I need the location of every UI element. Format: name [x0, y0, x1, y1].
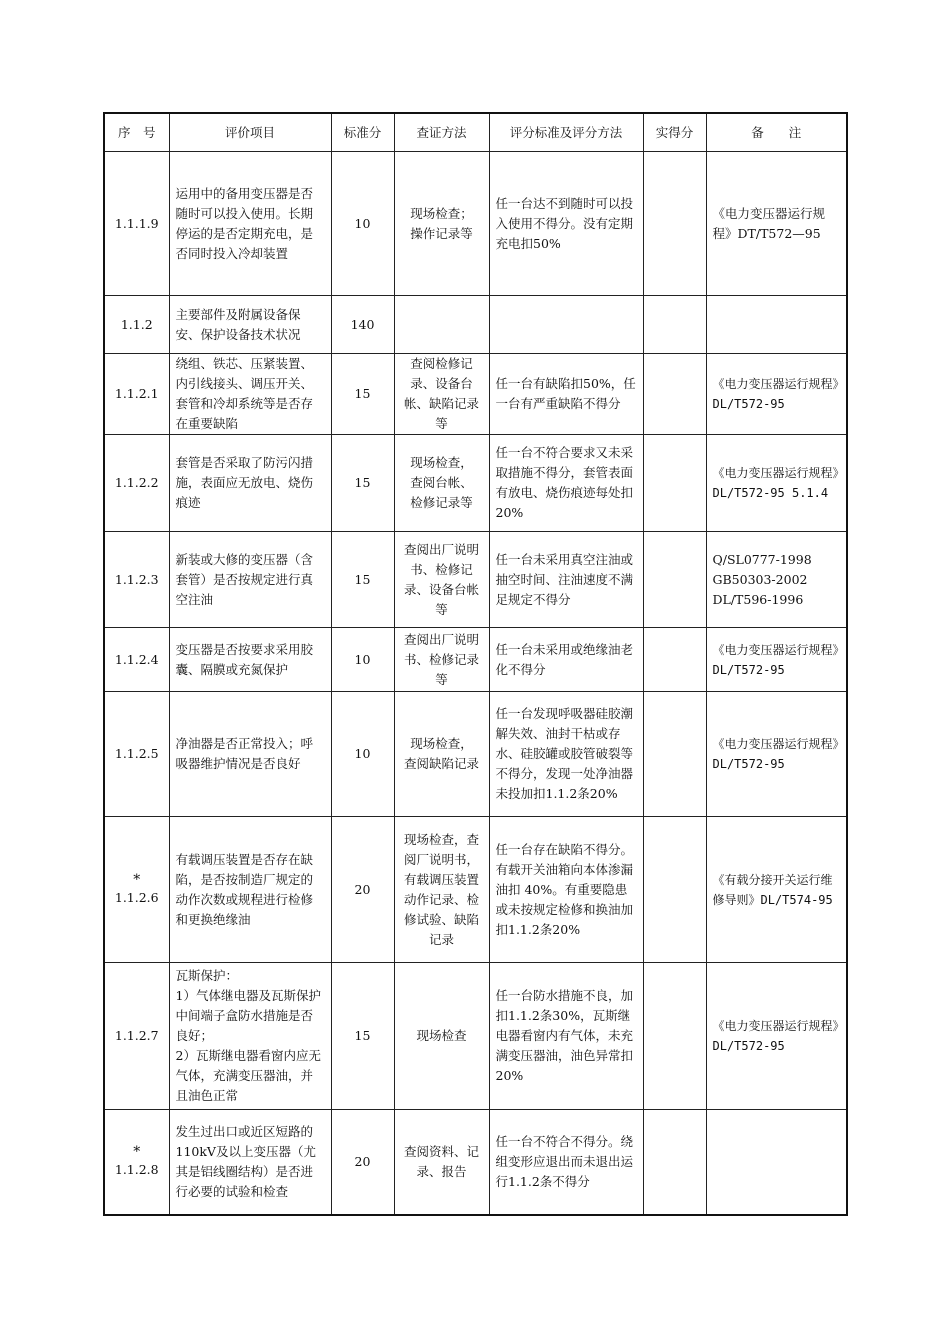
row-evaluation-item-text: 新装或大修的变压器（含套管）是否按规定进行真空注油: [175, 551, 314, 607]
row-standard-score: [331, 692, 394, 817]
row-verification-method-text: 查阅出厂说明书、检修记录、设备台帐等: [403, 541, 479, 617]
row-remarks: [706, 354, 847, 435]
row-evaluation-item: [169, 1110, 331, 1215]
row-serial-no: [104, 1110, 169, 1215]
row-remarks-text: 《电力变压器运行规程》DL/T572-95: [712, 642, 839, 677]
row-serial-no-text: 1.1.2.3: [114, 571, 159, 587]
row-verification-method: [394, 296, 489, 354]
row-actual-score: [643, 152, 706, 296]
row-serial-no-text: 1.1.2: [120, 316, 153, 332]
row-scoring-criteria-text: 任一台发现呼吸器硅胶潮解失效、油封干枯或存水、硅胶罐或胶管破裂等不得分，发现一处净油器未投加扣1.1.2条20%: [495, 706, 634, 801]
row-verification-method: [394, 963, 489, 1110]
row-serial-no: [104, 296, 169, 354]
table-header-row: [104, 113, 847, 152]
row-serial-no-text: 1.1.2.7: [114, 1028, 159, 1043]
header-scoring-criteria: 评分标准及评分方法: [489, 113, 643, 152]
row-standard-score: [331, 152, 394, 296]
row-serial-no-text: 1.1.1.9: [114, 215, 159, 231]
row-remarks-text: 《有载分接开关运行维修导则》DL/T574-95: [712, 872, 833, 907]
row-standard-score-text: 10: [354, 746, 371, 761]
row-evaluation-item: [169, 692, 331, 817]
row-verification-method: [394, 152, 489, 296]
row-verification-method: [394, 354, 489, 435]
row-serial-no: [104, 963, 169, 1110]
row-serial-no-text: 1.1.2.2: [114, 475, 159, 490]
row-scoring-criteria-text: 任一台达不到随时可以投入使用不得分。没有定期充电扣50%: [495, 195, 634, 251]
row-scoring-criteria-text: 任一台防水措施不良，加扣1.1.2条30%，瓦斯继电器看窗内有气体，未充满变压器油，油色异常扣20%: [495, 988, 634, 1083]
row-standard-score: [331, 817, 394, 963]
evaluation-table: [103, 112, 848, 1216]
row-evaluation-item: [169, 817, 331, 963]
table-row: [104, 817, 847, 963]
row-serial-no: [104, 435, 169, 532]
row-evaluation-item-text: 主要部件及附属设备保安、保护设备技术状况: [175, 306, 301, 342]
row-actual-score: [643, 692, 706, 817]
table-row: [104, 532, 847, 628]
header-remarks: 备 注: [706, 113, 847, 152]
table-row: [104, 296, 847, 354]
row-evaluation-item-text: 绕组、铁芯、压紧装置、内引线接头、调压开关、套管和冷却系统等是否存在重要缺陷: [175, 356, 314, 431]
row-remarks: [706, 152, 847, 296]
row-serial-no: [104, 628, 169, 692]
row-standard-score-text: 15: [354, 571, 371, 587]
row-serial-no-text: 1.1.2.6: [114, 889, 159, 905]
row-serial-no-text: 1.1.2.8: [114, 1161, 159, 1177]
row-scoring-criteria: [489, 817, 643, 963]
row-standard-score: [331, 435, 394, 532]
row-scoring-criteria: [489, 152, 643, 296]
row-standard-score-text: 15: [354, 1028, 371, 1043]
row-remarks-text: 《电力变压器运行规程》DL/T572-95 5.1.4: [712, 466, 839, 500]
row-remarks-text: Q/SL0777-1998 GB50303-2002 DL/T596-1996: [712, 551, 812, 607]
row-serial-no-text: 1.1.2.5: [114, 746, 159, 761]
row-remarks: [706, 692, 847, 817]
row-actual-score: [643, 1110, 706, 1215]
key-item-asterisk: *: [133, 1143, 141, 1160]
row-evaluation-item: [169, 628, 331, 692]
row-verification-method-text: 查阅检修记录、设备台帐、缺陷记录等: [403, 356, 479, 431]
row-evaluation-item: [169, 435, 331, 532]
row-verification-method-text: 查阅出厂说明书、检修记录等: [403, 631, 479, 687]
row-evaluation-item: [169, 354, 331, 435]
row-verification-method-text: 现场检查，查阅厂说明书，有载调压装置动作记录、检修试验、缺陷记录: [403, 831, 479, 947]
row-scoring-criteria-text: 任一台存在缺陷不得分。有载开关油箱向本体渗漏油扣 40%。有重要隐患或未按规定检修和换油加扣1.1.2条20%: [495, 841, 634, 937]
row-verification-method-text: 现场检查； 操作记录等: [410, 205, 473, 241]
key-item-asterisk: *: [133, 871, 141, 888]
row-remarks: [706, 435, 847, 532]
row-scoring-criteria: [489, 296, 643, 354]
row-remarks: [706, 532, 847, 628]
row-verification-method-text: 现场检查， 查阅缺陷记录: [403, 736, 479, 771]
row-evaluation-item-text: 运用中的备用变压器是否随时可以投入使用。长期停运的是否定期充电，是否同时投入冷却装置: [175, 185, 314, 261]
row-evaluation-item: [169, 152, 331, 296]
table-row: [104, 1110, 847, 1215]
row-scoring-criteria: [489, 532, 643, 628]
row-scoring-criteria-text: 任一台不符合不得分。绕组变形应退出而未退出运行1.1.2条不得分: [495, 1133, 634, 1189]
row-remarks-text: 《电力变压器运行规程》DT/T572—95: [712, 205, 826, 241]
row-serial-no: [104, 532, 169, 628]
table-row: [104, 963, 847, 1110]
row-standard-score: [331, 296, 394, 354]
row-standard-score: [331, 963, 394, 1110]
row-remarks-text: 《电力变压器运行规程》DL/T572-95: [712, 377, 839, 411]
table-row: [104, 354, 847, 435]
row-scoring-criteria: [489, 435, 643, 532]
row-standard-score: [331, 628, 394, 692]
row-actual-score: [643, 296, 706, 354]
row-standard-score: [331, 354, 394, 435]
row-scoring-criteria-text: 任一台未采用或绝缘油老化不得分: [495, 641, 634, 677]
row-verification-method: [394, 1110, 489, 1215]
row-actual-score: [643, 963, 706, 1110]
row-scoring-criteria: [489, 354, 643, 435]
row-evaluation-item-text: 套管是否采取了防污闪措施，表面应无放电、烧伤痕迹: [175, 455, 314, 510]
row-scoring-criteria: [489, 963, 643, 1110]
row-standard-score-text: 20: [354, 1153, 371, 1169]
row-remarks: [706, 296, 847, 354]
header-evaluation-item: 评价项目: [169, 113, 331, 152]
row-remarks-text: 《电力变压器运行规程》DL/T572-95: [712, 737, 839, 771]
table-row: [104, 628, 847, 692]
row-scoring-criteria-text: 任一台未采用真空注油或抽空时间、注油速度不满足规定不得分: [495, 551, 634, 607]
row-standard-score: [331, 532, 394, 628]
row-serial-no-text: 1.1.2.1: [114, 386, 159, 401]
row-verification-method-text: 查阅资料、记录、报告: [403, 1143, 479, 1179]
row-scoring-criteria-text: 任一台不符合要求又未采取措施不得分，套管表面有放电、烧伤痕迹每处扣20%: [495, 445, 634, 520]
row-actual-score: [643, 354, 706, 435]
row-serial-no: [104, 692, 169, 817]
table-row: [104, 435, 847, 532]
row-verification-method: [394, 692, 489, 817]
row-remarks: [706, 817, 847, 963]
evaluation-table-sheet: [103, 112, 846, 1216]
row-evaluation-item-text: 瓦斯保护： 1）气体继电器及瓦斯保护中间端子盒防水措施是否良好； 2）瓦斯继电器看窗内应无气体，充满变压器油，并且油色正常: [175, 968, 321, 1103]
row-remarks-text: 《电力变压器运行规程》DL/T572-95: [712, 1019, 839, 1053]
row-scoring-criteria-text: 任一台有缺陷扣50%，任一台有严重缺陷不得分: [495, 376, 636, 411]
row-verification-method: [394, 817, 489, 963]
row-actual-score: [643, 628, 706, 692]
row-actual-score: [643, 532, 706, 628]
row-evaluation-item-text: 净油器是否正常投入；呼吸器维护情况是否良好: [175, 736, 314, 771]
row-evaluation-item: [169, 963, 331, 1110]
row-scoring-criteria: [489, 692, 643, 817]
row-scoring-criteria: [489, 1110, 643, 1215]
header-actual-score: 实得分: [643, 113, 706, 152]
row-evaluation-item-text: 有载调压装置是否存在缺陷，是否按制造厂规定的动作次数或规程进行检修和更换绝缘油: [175, 851, 314, 927]
header-verification-method: 查证方法: [394, 113, 489, 152]
table-row: [104, 152, 847, 296]
row-remarks: [706, 628, 847, 692]
row-verification-method: [394, 532, 489, 628]
header-serial-no: 序 号: [104, 113, 169, 152]
row-evaluation-item: [169, 532, 331, 628]
row-evaluation-item-text: 发生过出口或近区短路的110kV及以上变压器（尤其是铝线圈结构）是否进行必要的试验和检查: [175, 1123, 316, 1199]
row-verification-method-text: 现场检查: [416, 1028, 467, 1043]
row-verification-method-text: 现场检查， 查阅台帐、 检修记录等: [410, 455, 473, 510]
row-evaluation-item: [169, 296, 331, 354]
row-standard-score: [331, 1110, 394, 1215]
row-serial-no-text: 1.1.2.4: [114, 651, 159, 667]
row-serial-no: [104, 152, 169, 296]
row-remarks: [706, 963, 847, 1110]
row-standard-score-text: 15: [354, 475, 371, 490]
header-standard-score: 标准分: [331, 113, 394, 152]
row-verification-method: [394, 628, 489, 692]
row-remarks: [706, 1110, 847, 1215]
row-standard-score-text: 10: [354, 651, 371, 667]
row-actual-score: [643, 435, 706, 532]
row-serial-no: [104, 817, 169, 963]
row-standard-score-text: 15: [354, 386, 371, 401]
row-actual-score: [643, 817, 706, 963]
row-standard-score-text: 10: [354, 215, 371, 231]
row-scoring-criteria: [489, 628, 643, 692]
row-standard-score-text: 20: [354, 881, 371, 897]
row-verification-method: [394, 435, 489, 532]
table-row: [104, 692, 847, 817]
row-standard-score-text: 140: [350, 316, 375, 332]
row-serial-no: [104, 354, 169, 435]
row-evaluation-item-text: 变压器是否按要求采用胶囊、隔膜或充氮保护: [175, 641, 314, 677]
